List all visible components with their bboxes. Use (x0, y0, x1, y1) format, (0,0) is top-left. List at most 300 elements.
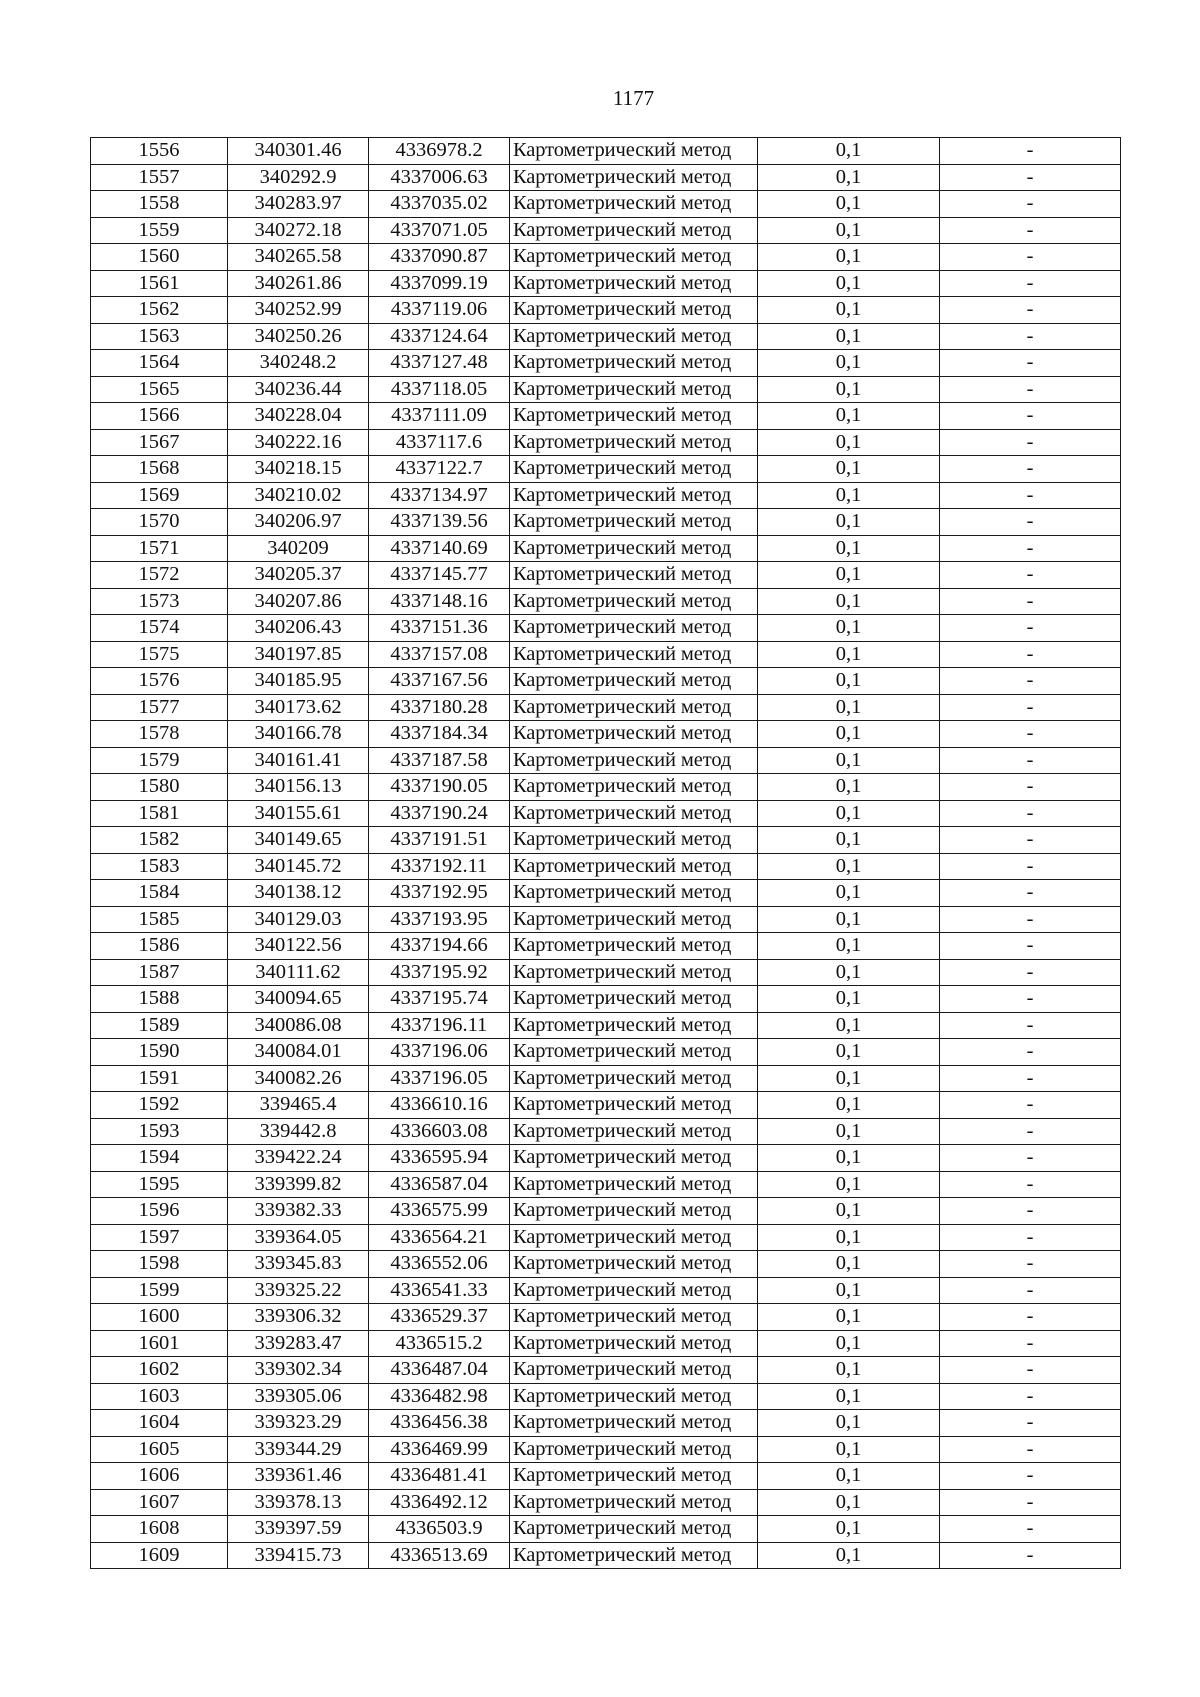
point-number-cell: 1578 (91, 721, 228, 748)
accuracy-cell: 0,1 (758, 1039, 940, 1066)
point-number-cell: 1563 (91, 323, 228, 350)
accuracy-cell: 0,1 (758, 1118, 940, 1145)
method-cell: Картометрический метод (510, 1092, 758, 1119)
accuracy-cell: 0,1 (758, 535, 940, 562)
table-row (91, 1145, 1121, 1172)
method-cell: Картометрический метод (510, 880, 758, 907)
table-row (91, 535, 1121, 562)
y-coordinate-cell: 4336564.21 (369, 1224, 510, 1251)
accuracy-cell: 0,1 (758, 1463, 940, 1490)
point-number-cell: 1605 (91, 1436, 228, 1463)
y-coordinate-cell: 4337139.56 (369, 509, 510, 536)
y-coordinate-cell: 4336513.69 (369, 1542, 510, 1569)
x-coordinate-cell: 340185.95 (228, 668, 369, 695)
note-cell: - (940, 615, 1121, 642)
x-coordinate-cell: 340094.65 (228, 986, 369, 1013)
x-coordinate-cell: 339415.73 (228, 1542, 369, 1569)
accuracy-cell: 0,1 (758, 588, 940, 615)
table-row (91, 164, 1121, 191)
y-coordinate-cell: 4337195.74 (369, 986, 510, 1013)
note-cell: - (940, 1383, 1121, 1410)
y-coordinate-cell: 4337118.05 (369, 376, 510, 403)
note-cell: - (940, 1463, 1121, 1490)
table-row (91, 959, 1121, 986)
x-coordinate-cell: 340205.37 (228, 562, 369, 589)
x-coordinate-cell: 340111.62 (228, 959, 369, 986)
table-row (91, 588, 1121, 615)
method-cell: Картометрический метод (510, 535, 758, 562)
table-row (91, 562, 1121, 589)
table-row (91, 668, 1121, 695)
point-number-cell: 1582 (91, 827, 228, 854)
table-row (91, 986, 1121, 1013)
note-cell: - (940, 244, 1121, 271)
y-coordinate-cell: 4337145.77 (369, 562, 510, 589)
note-cell: - (940, 1092, 1121, 1119)
method-cell: Картометрический метод (510, 1516, 758, 1543)
point-number-cell: 1606 (91, 1463, 228, 1490)
note-cell: - (940, 853, 1121, 880)
note-cell: - (940, 1224, 1121, 1251)
note-cell: - (940, 482, 1121, 509)
x-coordinate-cell: 340206.43 (228, 615, 369, 642)
note-cell: - (940, 1145, 1121, 1172)
y-coordinate-cell: 4337119.06 (369, 297, 510, 324)
note-cell: - (940, 350, 1121, 377)
x-coordinate-cell: 339302.34 (228, 1357, 369, 1384)
method-cell: Картометрический метод (510, 800, 758, 827)
point-number-cell: 1596 (91, 1198, 228, 1225)
note-cell: - (940, 403, 1121, 430)
table-row (91, 456, 1121, 483)
accuracy-cell: 0,1 (758, 350, 940, 377)
x-coordinate-cell: 340207.86 (228, 588, 369, 615)
y-coordinate-cell: 4337192.95 (369, 880, 510, 907)
x-coordinate-cell: 339378.13 (228, 1489, 369, 1516)
point-number-cell: 1591 (91, 1065, 228, 1092)
table-row (91, 191, 1121, 218)
x-coordinate-cell: 339361.46 (228, 1463, 369, 1490)
y-coordinate-cell: 4337196.11 (369, 1012, 510, 1039)
y-coordinate-cell: 4337194.66 (369, 933, 510, 960)
x-coordinate-cell: 340222.16 (228, 429, 369, 456)
method-cell: Картометрический метод (510, 1065, 758, 1092)
x-coordinate-cell: 339306.32 (228, 1304, 369, 1331)
note-cell: - (940, 906, 1121, 933)
table-row (91, 1092, 1121, 1119)
note-cell: - (940, 1171, 1121, 1198)
accuracy-cell: 0,1 (758, 668, 940, 695)
x-coordinate-cell: 340122.56 (228, 933, 369, 960)
method-cell: Картометрический метод (510, 1118, 758, 1145)
note-cell: - (940, 986, 1121, 1013)
note-cell: - (940, 933, 1121, 960)
y-coordinate-cell: 4337192.11 (369, 853, 510, 880)
point-number-cell: 1580 (91, 774, 228, 801)
accuracy-cell: 0,1 (758, 191, 940, 218)
method-cell: Картометрический метод (510, 482, 758, 509)
x-coordinate-cell: 340236.44 (228, 376, 369, 403)
note-cell: - (940, 747, 1121, 774)
accuracy-cell: 0,1 (758, 721, 940, 748)
accuracy-cell: 0,1 (758, 297, 940, 324)
y-coordinate-cell: 4336575.99 (369, 1198, 510, 1225)
note-cell: - (940, 1065, 1121, 1092)
coordinates-table-body (91, 138, 1121, 1569)
y-coordinate-cell: 4337124.64 (369, 323, 510, 350)
method-cell: Картометрический метод (510, 1039, 758, 1066)
note-cell: - (940, 1039, 1121, 1066)
table-row (91, 774, 1121, 801)
method-cell: Картометрический метод (510, 641, 758, 668)
accuracy-cell: 0,1 (758, 562, 940, 589)
point-number-cell: 1594 (91, 1145, 228, 1172)
y-coordinate-cell: 4336482.98 (369, 1383, 510, 1410)
x-coordinate-cell: 340155.61 (228, 800, 369, 827)
point-number-cell: 1585 (91, 906, 228, 933)
y-coordinate-cell: 4337148.16 (369, 588, 510, 615)
table-row (91, 1463, 1121, 1490)
x-coordinate-cell: 339344.29 (228, 1436, 369, 1463)
table-row (91, 1542, 1121, 1569)
y-coordinate-cell: 4337167.56 (369, 668, 510, 695)
method-cell: Картометрический метод (510, 244, 758, 271)
point-number-cell: 1574 (91, 615, 228, 642)
method-cell: Картометрический метод (510, 217, 758, 244)
x-coordinate-cell: 339382.33 (228, 1198, 369, 1225)
point-number-cell: 1560 (91, 244, 228, 271)
point-number-cell: 1556 (91, 138, 228, 165)
table-row (91, 1410, 1121, 1437)
table-row (91, 509, 1121, 536)
table-row (91, 1304, 1121, 1331)
accuracy-cell: 0,1 (758, 853, 940, 880)
y-coordinate-cell: 4337196.06 (369, 1039, 510, 1066)
method-cell: Картометрический метод (510, 906, 758, 933)
x-coordinate-cell: 340138.12 (228, 880, 369, 907)
point-number-cell: 1557 (91, 164, 228, 191)
accuracy-cell: 0,1 (758, 933, 940, 960)
x-coordinate-cell: 339305.06 (228, 1383, 369, 1410)
method-cell: Картометрический метод (510, 1410, 758, 1437)
table-row (91, 1065, 1121, 1092)
accuracy-cell: 0,1 (758, 1171, 940, 1198)
method-cell: Картометрический метод (510, 853, 758, 880)
method-cell: Картометрический метод (510, 403, 758, 430)
table-row (91, 694, 1121, 721)
x-coordinate-cell: 339442.8 (228, 1118, 369, 1145)
x-coordinate-cell: 340173.62 (228, 694, 369, 721)
point-number-cell: 1588 (91, 986, 228, 1013)
y-coordinate-cell: 4336481.41 (369, 1463, 510, 1490)
point-number-cell: 1562 (91, 297, 228, 324)
table-row (91, 1118, 1121, 1145)
accuracy-cell: 0,1 (758, 244, 940, 271)
note-cell: - (940, 297, 1121, 324)
accuracy-cell: 0,1 (758, 482, 940, 509)
accuracy-cell: 0,1 (758, 986, 940, 1013)
y-coordinate-cell: 4337127.48 (369, 350, 510, 377)
accuracy-cell: 0,1 (758, 1145, 940, 1172)
method-cell: Картометрический метод (510, 959, 758, 986)
note-cell: - (940, 668, 1121, 695)
accuracy-cell: 0,1 (758, 270, 940, 297)
table-row (91, 827, 1121, 854)
point-number-cell: 1569 (91, 482, 228, 509)
accuracy-cell: 0,1 (758, 800, 940, 827)
point-number-cell: 1589 (91, 1012, 228, 1039)
point-number-cell: 1565 (91, 376, 228, 403)
table-row (91, 376, 1121, 403)
table-row (91, 323, 1121, 350)
y-coordinate-cell: 4336595.94 (369, 1145, 510, 1172)
y-coordinate-cell: 4337099.19 (369, 270, 510, 297)
method-cell: Картометрический метод (510, 1198, 758, 1225)
table-row (91, 1383, 1121, 1410)
method-cell: Картометрический метод (510, 1224, 758, 1251)
note-cell: - (940, 323, 1121, 350)
note-cell: - (940, 827, 1121, 854)
x-coordinate-cell: 340129.03 (228, 906, 369, 933)
note-cell: - (940, 535, 1121, 562)
table-row (91, 1224, 1121, 1251)
accuracy-cell: 0,1 (758, 1330, 940, 1357)
table-row (91, 482, 1121, 509)
method-cell: Картометрический метод (510, 376, 758, 403)
method-cell: Картометрический метод (510, 1489, 758, 1516)
table-row (91, 615, 1121, 642)
accuracy-cell: 0,1 (758, 827, 940, 854)
table-row (91, 1251, 1121, 1278)
note-cell: - (940, 1489, 1121, 1516)
y-coordinate-cell: 4337190.05 (369, 774, 510, 801)
point-number-cell: 1597 (91, 1224, 228, 1251)
method-cell: Картометрический метод (510, 1251, 758, 1278)
note-cell: - (940, 588, 1121, 615)
table-row (91, 1012, 1121, 1039)
point-number-cell: 1586 (91, 933, 228, 960)
x-coordinate-cell: 340252.99 (228, 297, 369, 324)
method-cell: Картометрический метод (510, 1330, 758, 1357)
accuracy-cell: 0,1 (758, 456, 940, 483)
point-number-cell: 1592 (91, 1092, 228, 1119)
accuracy-cell: 0,1 (758, 641, 940, 668)
note-cell: - (940, 1357, 1121, 1384)
note-cell: - (940, 880, 1121, 907)
table-row (91, 217, 1121, 244)
method-cell: Картометрический метод (510, 350, 758, 377)
x-coordinate-cell: 340161.41 (228, 747, 369, 774)
note-cell: - (940, 721, 1121, 748)
y-coordinate-cell: 4337193.95 (369, 906, 510, 933)
table-row (91, 933, 1121, 960)
y-coordinate-cell: 4337187.58 (369, 747, 510, 774)
method-cell: Картометрический метод (510, 1542, 758, 1569)
y-coordinate-cell: 4336587.04 (369, 1171, 510, 1198)
point-number-cell: 1564 (91, 350, 228, 377)
point-number-cell: 1581 (91, 800, 228, 827)
note-cell: - (940, 270, 1121, 297)
note-cell: - (940, 138, 1121, 165)
x-coordinate-cell: 340228.04 (228, 403, 369, 430)
point-number-cell: 1568 (91, 456, 228, 483)
note-cell: - (940, 1304, 1121, 1331)
point-number-cell: 1598 (91, 1251, 228, 1278)
note-cell: - (940, 1277, 1121, 1304)
y-coordinate-cell: 4336610.16 (369, 1092, 510, 1119)
x-coordinate-cell: 340272.18 (228, 217, 369, 244)
point-number-cell: 1608 (91, 1516, 228, 1543)
note-cell: - (940, 1330, 1121, 1357)
x-coordinate-cell: 340283.97 (228, 191, 369, 218)
accuracy-cell: 0,1 (758, 880, 940, 907)
point-number-cell: 1561 (91, 270, 228, 297)
method-cell: Картометрический метод (510, 694, 758, 721)
point-number-cell: 1593 (91, 1118, 228, 1145)
y-coordinate-cell: 4337190.24 (369, 800, 510, 827)
note-cell: - (940, 456, 1121, 483)
y-coordinate-cell: 4337006.63 (369, 164, 510, 191)
y-coordinate-cell: 4336456.38 (369, 1410, 510, 1437)
note-cell: - (940, 191, 1121, 218)
note-cell: - (940, 509, 1121, 536)
point-number-cell: 1570 (91, 509, 228, 536)
method-cell: Картометрический метод (510, 721, 758, 748)
point-number-cell: 1604 (91, 1410, 228, 1437)
note-cell: - (940, 429, 1121, 456)
x-coordinate-cell: 339323.29 (228, 1410, 369, 1437)
y-coordinate-cell: 4337180.28 (369, 694, 510, 721)
accuracy-cell: 0,1 (758, 747, 940, 774)
method-cell: Картометрический метод (510, 668, 758, 695)
method-cell: Картометрический метод (510, 138, 758, 165)
point-number-cell: 1600 (91, 1304, 228, 1331)
x-coordinate-cell: 340218.15 (228, 456, 369, 483)
x-coordinate-cell: 340292.9 (228, 164, 369, 191)
x-coordinate-cell: 339325.22 (228, 1277, 369, 1304)
method-cell: Картометрический метод (510, 588, 758, 615)
y-coordinate-cell: 4337191.51 (369, 827, 510, 854)
accuracy-cell: 0,1 (758, 403, 940, 430)
note-cell: - (940, 1198, 1121, 1225)
method-cell: Картометрический метод (510, 191, 758, 218)
note-cell: - (940, 774, 1121, 801)
method-cell: Картометрический метод (510, 747, 758, 774)
table-row (91, 429, 1121, 456)
accuracy-cell: 0,1 (758, 376, 940, 403)
y-coordinate-cell: 4336529.37 (369, 1304, 510, 1331)
accuracy-cell: 0,1 (758, 1012, 940, 1039)
accuracy-cell: 0,1 (758, 509, 940, 536)
method-cell: Картометрический метод (510, 1304, 758, 1331)
note-cell: - (940, 217, 1121, 244)
point-number-cell: 1599 (91, 1277, 228, 1304)
y-coordinate-cell: 4337151.36 (369, 615, 510, 642)
note-cell: - (940, 376, 1121, 403)
table-row (91, 906, 1121, 933)
note-cell: - (940, 959, 1121, 986)
table-row (91, 1039, 1121, 1066)
method-cell: Картометрический метод (510, 1463, 758, 1490)
method-cell: Картометрический метод (510, 429, 758, 456)
accuracy-cell: 0,1 (758, 615, 940, 642)
method-cell: Картометрический метод (510, 323, 758, 350)
y-coordinate-cell: 4337071.05 (369, 217, 510, 244)
point-number-cell: 1601 (91, 1330, 228, 1357)
table-row (91, 1198, 1121, 1225)
y-coordinate-cell: 4337117.6 (369, 429, 510, 456)
y-coordinate-cell: 4336603.08 (369, 1118, 510, 1145)
x-coordinate-cell: 340206.97 (228, 509, 369, 536)
note-cell: - (940, 1118, 1121, 1145)
x-coordinate-cell: 340210.02 (228, 482, 369, 509)
point-number-cell: 1584 (91, 880, 228, 907)
table-row (91, 403, 1121, 430)
method-cell: Картометрический метод (510, 297, 758, 324)
note-cell: - (940, 1251, 1121, 1278)
table-row (91, 880, 1121, 907)
method-cell: Картометрический метод (510, 509, 758, 536)
accuracy-cell: 0,1 (758, 429, 940, 456)
note-cell: - (940, 1410, 1121, 1437)
x-coordinate-cell: 339422.24 (228, 1145, 369, 1172)
accuracy-cell: 0,1 (758, 1436, 940, 1463)
point-number-cell: 1559 (91, 217, 228, 244)
table-row (91, 1516, 1121, 1543)
method-cell: Картометрический метод (510, 1383, 758, 1410)
x-coordinate-cell: 339283.47 (228, 1330, 369, 1357)
y-coordinate-cell: 4336492.12 (369, 1489, 510, 1516)
method-cell: Картометрический метод (510, 1277, 758, 1304)
point-number-cell: 1587 (91, 959, 228, 986)
table-row (91, 721, 1121, 748)
point-number-cell: 1583 (91, 853, 228, 880)
x-coordinate-cell: 340149.65 (228, 827, 369, 854)
x-coordinate-cell: 340301.46 (228, 138, 369, 165)
method-cell: Картометрический метод (510, 1171, 758, 1198)
accuracy-cell: 0,1 (758, 1198, 940, 1225)
method-cell: Картометрический метод (510, 456, 758, 483)
note-cell: - (940, 1436, 1121, 1463)
table-row (91, 1357, 1121, 1384)
note-cell: - (940, 1516, 1121, 1543)
method-cell: Картометрический метод (510, 1436, 758, 1463)
x-coordinate-cell: 340084.01 (228, 1039, 369, 1066)
y-coordinate-cell: 4336487.04 (369, 1357, 510, 1384)
y-coordinate-cell: 4336552.06 (369, 1251, 510, 1278)
point-number-cell: 1566 (91, 403, 228, 430)
y-coordinate-cell: 4337035.02 (369, 191, 510, 218)
accuracy-cell: 0,1 (758, 1357, 940, 1384)
accuracy-cell: 0,1 (758, 1092, 940, 1119)
x-coordinate-cell: 340209 (228, 535, 369, 562)
table-row (91, 1171, 1121, 1198)
point-number-cell: 1577 (91, 694, 228, 721)
point-number-cell: 1558 (91, 191, 228, 218)
method-cell: Картометрический метод (510, 827, 758, 854)
accuracy-cell: 0,1 (758, 138, 940, 165)
x-coordinate-cell: 340248.2 (228, 350, 369, 377)
accuracy-cell: 0,1 (758, 906, 940, 933)
accuracy-cell: 0,1 (758, 1383, 940, 1410)
x-coordinate-cell: 340265.58 (228, 244, 369, 271)
point-number-cell: 1571 (91, 535, 228, 562)
x-coordinate-cell: 340156.13 (228, 774, 369, 801)
point-number-cell: 1579 (91, 747, 228, 774)
table-row (91, 1277, 1121, 1304)
point-number-cell: 1602 (91, 1357, 228, 1384)
table-row (91, 800, 1121, 827)
